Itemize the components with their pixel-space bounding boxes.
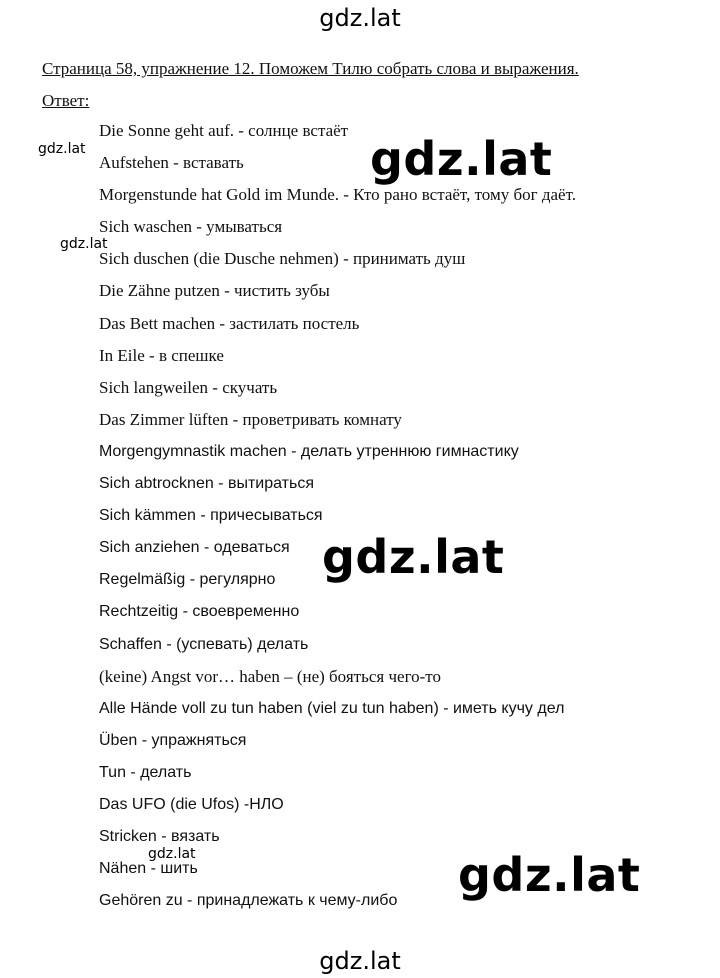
vocab-line: Schaffen - (успевать) делать (99, 635, 309, 653)
watermark-small: gdz.lat (38, 141, 86, 157)
watermark-top: gdz.lat (319, 4, 401, 32)
watermark-large: gdz.lat (370, 132, 553, 186)
vocab-line: Das Zimmer lüften - проветривать комнату (99, 409, 402, 429)
vocab-line: Regelmäßig - регулярно (99, 571, 276, 589)
vocab-line: In Eile - в спешке (99, 345, 224, 365)
vocab-line: Sich anziehen - одеваться (99, 539, 290, 557)
vocab-line: Nähen - шить (99, 860, 198, 878)
vocab-line: Die Zähne putzen - чистить зубы (99, 281, 330, 301)
vocab-line: (keine) Angst vor… haben – (не) бояться чего-то (99, 666, 441, 686)
answer-label: Ответ: (42, 91, 90, 110)
vocab-line: Tun - делать (99, 763, 192, 781)
vocab-line: Aufstehen - вставать (99, 153, 244, 173)
vocab-line: Die Sonne geht auf. - солнце встаёт (99, 121, 349, 140)
vocab-line: Alle Hände voll zu tun haben (viel zu tun haben) - иметь кучу дел (99, 699, 565, 717)
watermark-large: gdz.lat (322, 530, 505, 584)
watermark-small: gdz.lat (60, 236, 108, 252)
vocab-line: Das Bett machen - застилать постель (99, 313, 360, 333)
vocab-line: Morgenstunde hat Gold im Munde. - Кто рано встаёт, тому бог даёт. (99, 185, 576, 205)
vocab-line: Sich langweilen - скучать (99, 377, 278, 397)
vocab-line: Stricken - вязать (99, 828, 220, 846)
vocab-line: Sich abtrocknen - вытираться (99, 475, 314, 493)
vocab-line: Rechtzeitig - своевременно (99, 603, 300, 621)
vocab-line: Morgengymnastik machen - делать утреннюю гимнастику (99, 442, 519, 460)
watermark-bottom: gdz.lat (319, 947, 401, 975)
vocab-line: Das UFO (die Ufos) -НЛО (99, 795, 284, 813)
watermark-large: gdz.lat (458, 848, 641, 902)
vocab-line: Üben - упражняться (99, 731, 247, 749)
exercise-heading: Страница 58, упражнение 12. Поможем Тилю собрать слова и выражения. (42, 59, 579, 78)
vocab-line: Gehören zu - принадлежать к чему-либо (99, 892, 398, 910)
vocab-line: Sich duschen (die Dusche nehmen) - принимать душ (99, 249, 466, 269)
vocabulary-list (99, 120, 576, 922)
watermark-small: gdz.lat (148, 846, 196, 862)
vocab-line: Sich waschen - умываться (99, 217, 283, 237)
vocab-line: Sich kämmen - причесываться (99, 507, 323, 525)
